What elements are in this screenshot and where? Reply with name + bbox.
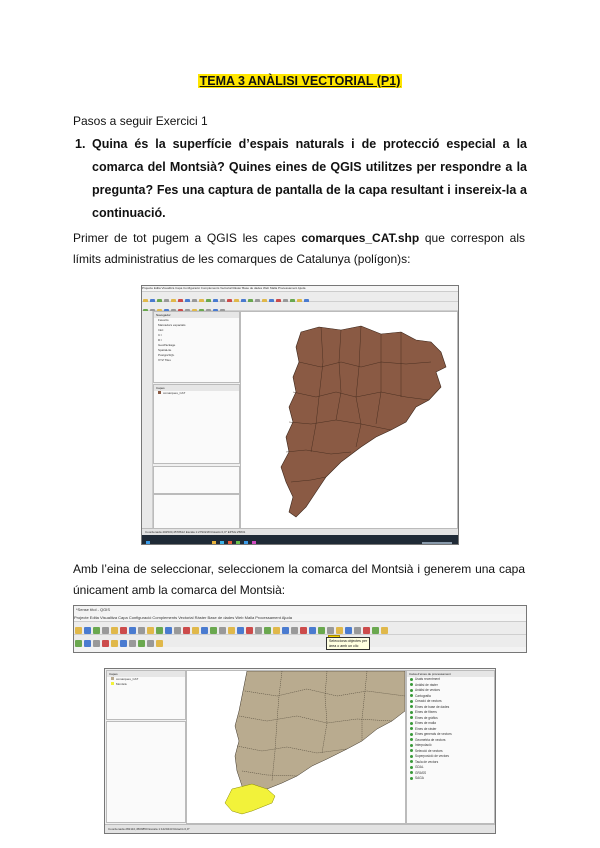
processing-toolbox-panel	[406, 670, 495, 824]
layers-panel-title-3: Capes	[107, 671, 185, 677]
browser-panel-title: Navegador	[154, 312, 239, 318]
layer-name: comarques_CAT	[163, 391, 186, 395]
layer-symbol-icon	[111, 682, 114, 685]
toolbox-group-icon	[410, 678, 413, 681]
menu-bar-2: Projecte Edita Visualitza Capa Configuració Complements Vectorial Ràster Base de dades Web Malla Processament Ajuda	[74, 614, 526, 622]
toolbox-item[interactable]: Usats recentment	[407, 677, 494, 683]
comarques-grey-polygon	[235, 671, 405, 796]
toolbox-group-icon	[410, 733, 413, 736]
layer-symbol-icon	[158, 391, 161, 394]
toolbox-item[interactable]: Anàlisi de vectors	[407, 688, 494, 694]
paragraph-1	[73, 228, 525, 270]
toolbox-item[interactable]: GRASS	[407, 771, 494, 777]
toolbox-item[interactable]: Interpolació	[407, 743, 494, 749]
question-text: Quina és la superfície d’espais naturals i de protecció especial a la comarca del Montsià? Quines eines de QGIS utilitzes per respondre a la pregunta? Fes una captura de pantalla de la capa resultant i insereix-la a continuació.	[92, 137, 527, 220]
browser-item[interactable]: D:\	[158, 338, 162, 342]
toolbox-group-icon	[410, 694, 413, 697]
toolbox-group-icon	[410, 749, 413, 752]
browser-item[interactable]: C:\	[158, 333, 162, 337]
paragraph-2: Amb l’eina de seleccionar, seleccionem la comarca del Montsià i generem una capa únicament amb la comarca del Montsià:	[73, 562, 525, 597]
map-canvas-3[interactable]	[186, 670, 406, 824]
toolbox-group-icon	[410, 716, 413, 719]
toolbox-group-icon	[410, 766, 413, 769]
lower-left-panel	[106, 721, 186, 823]
browser-item[interactable]: Marcadors espacials	[158, 323, 186, 327]
layers-panel	[153, 384, 240, 464]
browser-item[interactable]: PostgreSQL	[158, 353, 175, 357]
toolbar-2	[142, 302, 458, 311]
toolbox-item[interactable]: Creació de vectors	[407, 699, 494, 705]
lower-panel-2	[153, 494, 240, 530]
toolbox-group-icon	[410, 760, 413, 763]
comarques-polygon	[281, 326, 446, 517]
select-tooltip	[326, 637, 370, 650]
toolbox-group-icon	[410, 705, 413, 708]
toolbox-group-icon	[410, 700, 413, 703]
steps-heading: Pasos a seguir Exercici 1	[73, 114, 208, 128]
toolbox-group-icon	[410, 711, 413, 714]
layer-row[interactable]	[154, 391, 239, 396]
menu-bar: Projecte Edita Visualitza Capa Configuració Complements Vectorial Ràster Base de dades Web Malla Processament Ajuda	[142, 286, 458, 292]
browser-item[interactable]: Inici	[158, 328, 164, 332]
qgis-screenshot-1	[141, 285, 459, 545]
toolbox-group-icon	[410, 771, 413, 774]
taskbar-icons	[142, 539, 458, 545]
toolbox-item[interactable]: SAGA	[407, 776, 494, 782]
windows-taskbar	[142, 535, 458, 544]
toolbar-row-1	[74, 622, 526, 635]
para1-text-a: Primer de tot pugem a QGIS les capes	[73, 231, 302, 245]
browser-panel	[153, 311, 240, 383]
toolbox-item[interactable]: Eines de gràfics	[407, 716, 494, 722]
browser-item[interactable]: SpatiaLite	[158, 348, 172, 352]
lower-panel	[153, 466, 240, 494]
qgis-toolbar-screenshot	[73, 605, 527, 653]
toolbar-1	[142, 292, 458, 302]
toolbox-group-icon	[410, 727, 413, 730]
map-canvas[interactable]	[240, 311, 458, 531]
toolbox-item[interactable]: GDAL	[407, 765, 494, 771]
browser-item[interactable]: XYZ Tiles	[158, 358, 171, 362]
toolbox-group-icon	[410, 689, 413, 692]
toolbox-group-icon	[410, 777, 413, 780]
toolbox-item[interactable]: Superposició de vectors	[407, 754, 494, 760]
browser-item[interactable]: Favorits	[158, 318, 169, 322]
layers-panel-title: Capes	[154, 385, 239, 391]
layer-name-3: comarques_CAT	[116, 677, 139, 681]
toolbox-item[interactable]: Cartografia	[407, 694, 494, 700]
layer-symbol-icon	[111, 677, 114, 680]
toolbox-item[interactable]: Eines de ràster	[407, 727, 494, 733]
layers-panel-3	[106, 670, 186, 720]
status-bar: Coordenada 402530,4578612 Escala 1:2793218 Rotació 0,0° EPSG:25831	[142, 528, 458, 535]
montsia-map	[187, 671, 405, 823]
toolbox-item[interactable]: Eines de malla	[407, 721, 494, 727]
toolbox-item[interactable]: Selecció de vectors	[407, 749, 494, 755]
question-number: 1.	[75, 137, 86, 151]
toolbox-group-icon	[410, 738, 413, 741]
toolbox-item[interactable]: Taula de vectors	[407, 760, 494, 766]
toolbox-item[interactable]: Eines generals de vectors	[407, 732, 494, 738]
toolbox-item[interactable]: Eines de fitxers	[407, 710, 494, 716]
toolbox-item[interactable]: Geometria de vectors	[407, 738, 494, 744]
toolbox-group-icon	[410, 744, 413, 747]
status-bar-3: Coordenada 282110,4509850 Escala 1:1220443 Rotació 0,0°	[105, 824, 495, 833]
document-title	[0, 74, 600, 88]
tooltip-line-2: àrea o amb un clic	[329, 643, 359, 648]
toolbox-group-icon	[410, 722, 413, 725]
window-title: *Sense títol - QGIS	[76, 607, 111, 612]
browser-item[interactable]: GeoPackage	[158, 343, 176, 347]
toolbar-row-2	[74, 635, 526, 647]
para1-text-b: que correspon als límits administratius de les comarques de Catalunya (polígon)s:	[73, 231, 525, 266]
qgis-screenshot-3	[104, 668, 496, 834]
toolbox-item[interactable]: Eines de base de dades	[407, 705, 494, 711]
question-1	[75, 133, 527, 225]
left-tool-column	[142, 311, 153, 529]
toolbox-group-icon	[410, 755, 413, 758]
layer-row-3b[interactable]	[107, 682, 185, 687]
toolbox-title: Caixa d'eines de processament	[407, 671, 494, 677]
layer-name-3b: Montsià	[116, 682, 127, 686]
title-text: TEMA 3 ANÀLISI VECTORIAL (P1)	[199, 74, 401, 88]
catalonia-map	[241, 312, 457, 530]
tooltip-line-1: Selecciona objectes per	[329, 639, 368, 643]
toolbox-item[interactable]: Anàlisi de ràster	[407, 683, 494, 689]
para1-filename: comarques_CAT.shp	[301, 231, 420, 245]
toolbox-group-icon	[410, 683, 413, 686]
